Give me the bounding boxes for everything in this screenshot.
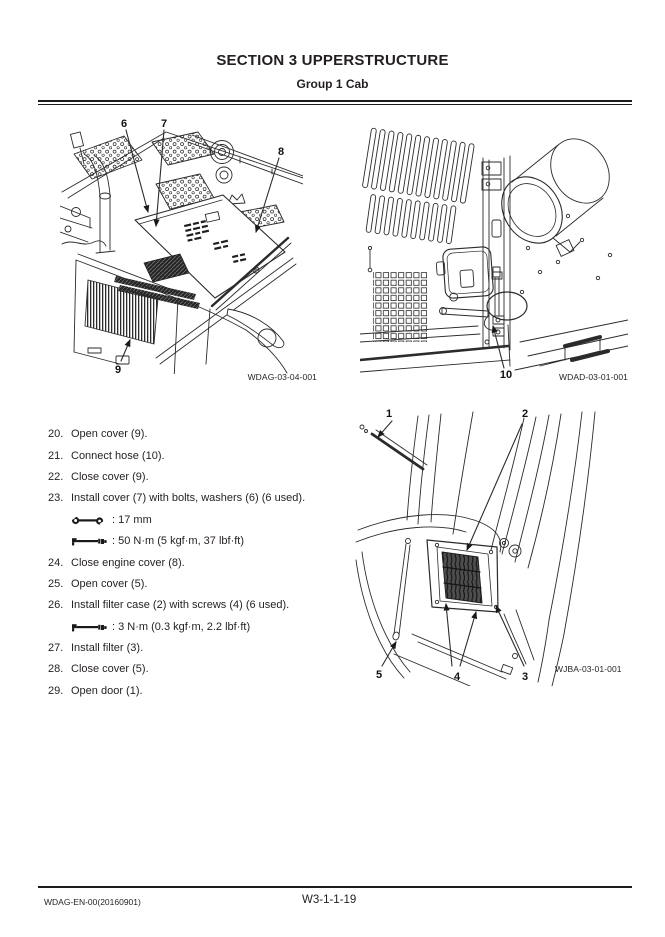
figure-label: WJBA-03-01-001 [555, 664, 622, 674]
callout-5: 5 [375, 669, 383, 681]
upper-deck-illustration [60, 112, 303, 374]
step-text: Install filter case (2) with screws (4) (6 used). [71, 599, 290, 612]
spec-text: : 3 N·m (0.3 kgf·m, 2.2 lbf·ft) [112, 620, 251, 633]
figure-cab-door-filter [352, 402, 652, 686]
callout-8: 8 [277, 146, 285, 158]
step-number: 23. [48, 492, 64, 505]
callout-1: 1 [385, 408, 393, 420]
footer-doc-code: WDAG-EN-00(20160901) [44, 897, 141, 907]
footer-page-number: W3-1-1-19 [302, 894, 357, 906]
step-text: Connect hose (10). [71, 449, 165, 462]
step-text: Install filter (3). [71, 642, 144, 655]
step-22 [48, 467, 368, 488]
step-text: Open door (1). [71, 684, 143, 697]
callout-9: 9 [114, 364, 122, 374]
step-text: Open cover (9). [71, 428, 148, 441]
step-text: Close engine cover (8). [71, 556, 185, 569]
step-25 [48, 574, 368, 595]
step-23 [48, 488, 368, 509]
callout-2: 2 [521, 408, 529, 420]
instruction-list [48, 424, 368, 702]
step-number: 21. [48, 449, 64, 462]
figure-label: WDAD-03-01-001 [559, 372, 628, 382]
step-number: 29. [48, 684, 64, 697]
footer-rule [38, 886, 632, 888]
step-20 [48, 424, 368, 445]
callout-10: 10 [499, 369, 513, 381]
cab-door-illustration [352, 402, 652, 686]
callout-7: 7 [160, 118, 168, 130]
torque-spec-3nm [48, 617, 368, 638]
figure-upper-deck-covers [60, 112, 317, 384]
section-title: SECTION 3 UPPERSTRUCTURE [216, 52, 449, 69]
hose-connection-illustration [360, 120, 628, 386]
step-text: Close cover (5). [71, 663, 149, 676]
step-number: 26. [48, 599, 64, 612]
step-28 [48, 659, 368, 680]
torque-wrench-icon [71, 622, 108, 633]
step-number: 20. [48, 428, 64, 441]
callout-6: 6 [120, 118, 128, 130]
callout-3: 3 [521, 671, 529, 683]
step-29 [48, 681, 368, 702]
spec-text: : 17 mm [112, 513, 152, 526]
figure-hose-connection [360, 120, 628, 390]
step-number: 28. [48, 663, 64, 676]
step-24 [48, 552, 368, 573]
callout-4: 4 [453, 671, 461, 683]
step-26 [48, 595, 368, 616]
wrench-spec-17mm [48, 510, 368, 531]
step-number: 25. [48, 577, 64, 590]
step-text: Close cover (9). [71, 470, 149, 483]
step-number: 22. [48, 470, 64, 483]
torque-spec-50nm [48, 531, 368, 552]
step-21 [48, 445, 368, 466]
group-title: Group 1 Cab [296, 77, 369, 91]
step-number: 27. [48, 642, 64, 655]
header-rule [38, 100, 632, 105]
step-number: 24. [48, 556, 64, 569]
spec-text: : 50 N·m (5 kgf·m, 37 lbf·ft) [112, 535, 245, 548]
step-text: Open cover (5). [71, 577, 148, 590]
wrench-icon [71, 515, 108, 526]
step-27 [48, 638, 368, 659]
step-text: Install cover (7) with bolts, washers (6) (6 used). [71, 492, 306, 505]
figure-label: WDAG-03-04-001 [247, 372, 317, 382]
torque-wrench-icon [71, 536, 108, 547]
